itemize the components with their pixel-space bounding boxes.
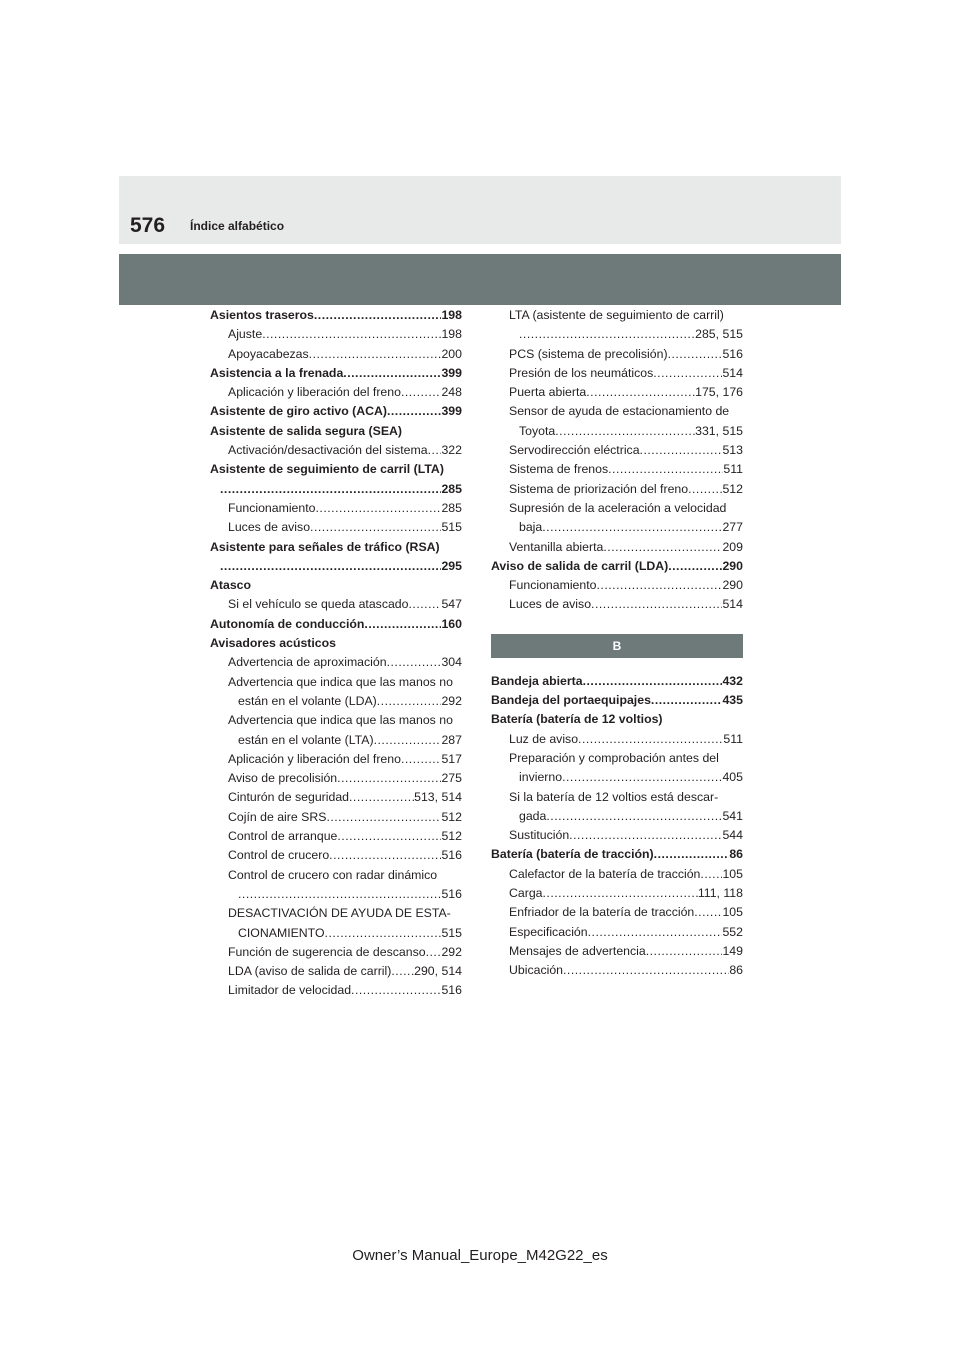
entry-label: DESACTIVACIÓN DE AYUDA DE ESTA- [228, 906, 451, 921]
dot-leader [688, 480, 722, 499]
index-entry [210, 615, 462, 634]
entry-label: Asistente de giro activo (ACA) [210, 404, 387, 419]
entry-label: Preparación y comprobación antes del [509, 750, 719, 765]
dot-leader [220, 557, 441, 576]
entry-page: 541 [722, 808, 743, 823]
index-entry [210, 364, 462, 383]
entry-page: 432 [722, 673, 743, 688]
entry-label: Si el vehículo se queda atascado [228, 597, 409, 612]
entry-page: 149 [722, 943, 743, 958]
index-entry [210, 981, 462, 1000]
entry-page: 285, 515 [695, 327, 743, 342]
entry-label: gada [519, 808, 547, 823]
entry-page: 552 [722, 924, 743, 939]
entry-label: Funcionamiento [509, 578, 597, 593]
index-entry [491, 710, 743, 729]
entry-label: Presión de los neumáticos [509, 365, 654, 380]
entry-page: 512 [441, 809, 462, 824]
index-entry [491, 383, 743, 402]
entry-label: Atasco [210, 578, 252, 593]
entry-label: Luz de aviso [509, 731, 579, 746]
dot-leader [543, 884, 698, 903]
dot-leader [343, 364, 441, 383]
index-entry [491, 672, 743, 691]
dot-leader [337, 827, 441, 846]
entry-label: Cinturón de seguridad [228, 790, 349, 805]
dot-leader [428, 441, 442, 460]
entry-label: Activación/desactivación del sistema [228, 443, 428, 458]
dot-leader [700, 865, 722, 884]
entry-page: 275 [441, 771, 462, 786]
index-entry [491, 422, 743, 441]
entry-label: Puerta abierta [509, 385, 587, 400]
index-entry [491, 923, 743, 942]
entry-page: 86 [729, 847, 743, 862]
entry-page: 513, 514 [414, 790, 462, 805]
index-entry [491, 576, 743, 595]
entry-page: 290 [722, 558, 743, 573]
entry-page: 290, 514 [414, 964, 462, 979]
index-entry [210, 827, 462, 846]
index-column-left [210, 306, 462, 1001]
entry-label: invierno [519, 770, 563, 785]
entry-label: Bandeja del portaequipajes [491, 693, 651, 708]
dot-leader [563, 961, 729, 980]
entry-label: Ventanilla abierta [509, 539, 604, 554]
index-entry [491, 345, 743, 364]
page-number: 576 [130, 214, 166, 237]
dot-leader [426, 943, 442, 962]
index-entry [491, 325, 743, 344]
entry-label: Batería (batería de tracción) [491, 847, 654, 862]
index-entry [210, 808, 462, 827]
dot-leader [377, 692, 442, 711]
index-column-right [491, 306, 743, 981]
entry-label: Asistente de seguimiento de carril (LTA) [210, 462, 444, 477]
entry-label: Carga [509, 886, 543, 901]
dot-leader [588, 923, 723, 942]
entry-label: LDA (aviso de salida de carril) [228, 964, 392, 979]
dot-leader [586, 383, 695, 402]
entry-page: 517 [441, 751, 462, 766]
entry-label: Asistente para señales de tráfico (RSA) [210, 539, 440, 554]
index-entry [210, 924, 462, 943]
entry-page: 516 [441, 983, 462, 998]
index-entry [210, 306, 462, 325]
dot-leader [337, 769, 441, 788]
entry-page: 515 [441, 925, 462, 940]
section-title: Índice alfabético [190, 219, 285, 233]
entry-label: Luces de aviso [509, 597, 592, 612]
entry-label: Enfriador de la batería de tracción [509, 905, 695, 920]
entry-page: 198 [441, 308, 462, 322]
entry-label: Mensajes de advertencia [509, 943, 646, 958]
entry-page: 514 [722, 597, 743, 612]
index-entry [210, 769, 462, 788]
entry-label: Supresión de la aceleración a velocidad [509, 500, 727, 515]
dot-leader [591, 595, 722, 614]
entry-label: Batería (batería de 12 voltios) [491, 712, 663, 727]
entry-label: Asientos traseros [210, 308, 314, 322]
index-entry [491, 807, 743, 826]
dot-leader [668, 345, 723, 364]
entry-label: CIONAMIENTO [238, 925, 325, 940]
entry-page: 285 [441, 481, 462, 496]
entry-page: 292 [441, 944, 462, 959]
entry-page: 175, 176 [695, 385, 743, 400]
entry-label: Advertencia que indica que las manos no [228, 674, 453, 689]
index-entry [491, 845, 743, 864]
entry-page: 292 [441, 693, 462, 708]
dot-leader [694, 903, 722, 922]
dot-leader [408, 595, 441, 614]
dot-leader [374, 731, 442, 750]
entry-page: 198 [441, 327, 462, 342]
entry-label: Control de arranque [228, 829, 338, 844]
entry-label: Sensor de ayuda de estacionamiento de [509, 404, 730, 419]
dot-leader [316, 499, 442, 518]
entry-label: Control de crucero [228, 848, 330, 863]
index-entry [210, 383, 462, 402]
index-entry [491, 306, 743, 325]
entry-page: 160 [441, 616, 462, 631]
index-entry [491, 903, 743, 922]
index-entry [210, 904, 462, 923]
index-entry [491, 557, 743, 576]
index-entry [210, 634, 462, 653]
index-entry [210, 750, 462, 769]
index-entry [491, 730, 743, 749]
index-entry [491, 749, 743, 768]
index-entry [210, 325, 462, 344]
entry-page: 435 [722, 693, 743, 708]
entry-label: Apoyacabezas [228, 346, 309, 361]
index-entry [491, 402, 743, 421]
index-entry [491, 865, 743, 884]
letter-heading-b: B [491, 634, 743, 658]
index-group-a [491, 306, 743, 615]
index-entry [491, 961, 743, 980]
entry-label: Asistente de salida segura (SEA) [210, 423, 403, 438]
index-entry [491, 595, 743, 614]
dot-leader [387, 653, 442, 672]
dot-leader [364, 615, 441, 634]
index-entry [210, 711, 462, 730]
dot-leader [391, 962, 414, 981]
entry-page: 516 [441, 848, 462, 863]
dot-leader [262, 325, 441, 344]
dot-leader [668, 557, 722, 576]
index-entry [210, 653, 462, 672]
entry-page: 331, 515 [695, 423, 743, 438]
index-entry [210, 422, 462, 441]
entry-page: 287 [441, 732, 462, 747]
dot-leader [603, 538, 722, 557]
index-entry [210, 885, 462, 904]
dot-leader [349, 788, 414, 807]
dot-leader [578, 730, 723, 749]
index-entry [491, 364, 743, 383]
index-entry [210, 846, 462, 865]
entry-label: Toyota [519, 423, 556, 438]
entry-page: 513 [722, 443, 743, 458]
entry-label: Cojín de aire SRS [228, 809, 327, 824]
page-footer: Owner’s Manual_Europe_M42G22_es [352, 1247, 608, 1264]
dot-leader [546, 807, 722, 826]
index-entry [491, 788, 743, 807]
entry-page: 515 [441, 520, 462, 535]
index-entry [210, 557, 462, 576]
entry-label: Ubicación [509, 963, 563, 978]
entry-page: 285 [441, 500, 462, 515]
entry-label: Aplicación y liberación del freno [228, 751, 401, 766]
entry-label: Ajuste [228, 327, 263, 342]
index-entry [491, 826, 743, 845]
entry-label: Sustitución [509, 828, 570, 843]
index-entry [491, 538, 743, 557]
index-entry [210, 480, 462, 499]
dot-leader [569, 826, 722, 845]
index-entry [210, 345, 462, 364]
index-entry [491, 518, 743, 537]
dot-leader [325, 924, 442, 943]
entry-label: Bandeja abierta [491, 673, 583, 688]
index-entry [491, 499, 743, 518]
entry-label: Control de crucero con radar dinámico [228, 867, 438, 882]
entry-page: 511 [723, 731, 743, 746]
entry-label: Si la batería de 12 voltios está descar- [509, 789, 719, 804]
dot-leader [640, 441, 723, 460]
dot-leader [555, 422, 695, 441]
index-entry [491, 768, 743, 787]
entry-label: Limitador de velocidad [228, 983, 352, 998]
entry-page: 547 [441, 597, 462, 612]
dot-leader [597, 576, 723, 595]
index-entry [491, 942, 743, 961]
entry-label: están en el volante (LDA) [238, 693, 377, 708]
index-entry [210, 576, 462, 595]
entry-label: Avisadores acústicos [210, 636, 336, 651]
dot-leader [401, 750, 442, 769]
entry-label: Funcionamiento [228, 500, 316, 515]
entry-label: están en el volante (LTA) [238, 732, 374, 747]
entry-label: PCS (sistema de precolisión) [509, 346, 668, 361]
entry-label: Servodirección eléctrica [509, 443, 640, 458]
entry-page: 405 [722, 770, 743, 785]
entry-label: Sistema de frenos [509, 462, 609, 477]
dot-leader [519, 325, 695, 344]
entry-page: 322 [441, 443, 462, 458]
decorative-bar [119, 254, 841, 305]
index-entry [210, 595, 462, 614]
dot-leader [542, 518, 722, 537]
entry-label: Autonomía de conducción [210, 616, 365, 631]
entry-page: 277 [722, 520, 743, 535]
entry-label: Advertencia que indica que las manos no [228, 713, 453, 728]
entry-page: 399 [441, 404, 462, 419]
dot-leader [387, 402, 442, 421]
dot-leader [401, 383, 442, 402]
index-entry [210, 518, 462, 537]
entry-page: 544 [722, 828, 743, 843]
dot-leader [583, 672, 723, 691]
entry-label: Sistema de priorización del freno [509, 481, 689, 496]
index-entry [491, 460, 743, 479]
entry-page: 105 [722, 866, 743, 881]
entry-page: 209 [722, 539, 743, 554]
entry-page: 512 [441, 829, 462, 844]
index-entry [491, 480, 743, 499]
entry-label: baja [519, 520, 543, 535]
entry-label: Luces de aviso [228, 520, 311, 535]
index-entry [210, 673, 462, 692]
entry-label: Calefactor de la batería de tracción [509, 866, 701, 881]
entry-page: 200 [441, 346, 462, 361]
dot-leader [654, 845, 730, 864]
index-entry [210, 460, 462, 479]
dot-leader [646, 942, 723, 961]
index-group-b [491, 672, 743, 981]
dot-leader [309, 345, 442, 364]
dot-leader [653, 364, 722, 383]
index-entry [491, 441, 743, 460]
entry-label: Aplicación y liberación del freno [228, 385, 401, 400]
index-entry [210, 692, 462, 711]
index-entry [210, 943, 462, 962]
index-entry [210, 538, 462, 557]
dot-leader [310, 518, 441, 537]
dot-leader [220, 480, 441, 499]
index-entry [210, 962, 462, 981]
entry-page: 105 [722, 905, 743, 920]
dot-leader [238, 885, 441, 904]
entry-page: 512 [722, 481, 743, 496]
entry-label: Aviso de salida de carril (LDA) [491, 558, 669, 573]
entry-label: Función de sugerencia de descanso [228, 944, 426, 959]
entry-label: Aviso de precolisión [228, 771, 338, 786]
index-entry [210, 402, 462, 421]
entry-page: 516 [441, 886, 462, 901]
entry-page: 111, 118 [697, 886, 743, 901]
index-entry [210, 788, 462, 807]
entry-page: 514 [722, 365, 743, 380]
entry-page: 248 [441, 385, 462, 400]
dot-leader [608, 460, 723, 479]
entry-page: 86 [729, 963, 743, 978]
dot-leader [326, 808, 441, 827]
dot-leader [314, 306, 442, 325]
dot-leader [351, 981, 441, 1000]
entry-label: Especificación [509, 924, 588, 939]
index-entry [210, 866, 462, 885]
entry-page: 304 [441, 655, 462, 670]
entry-label: Asistencia a la frenada [210, 365, 344, 380]
index-entry [210, 499, 462, 518]
index-entry [210, 441, 462, 460]
index-entry [210, 731, 462, 750]
entry-page: 516 [722, 346, 743, 361]
entry-page: 295 [441, 558, 462, 573]
entry-label: LTA (asistente de seguimiento de carril) [509, 308, 724, 322]
dot-leader [651, 691, 723, 710]
index-entry [491, 691, 743, 710]
dot-leader [329, 846, 441, 865]
entry-page: 290 [722, 578, 743, 593]
entry-page: 399 [441, 365, 462, 380]
entry-page: 511 [723, 462, 743, 477]
dot-leader [562, 768, 722, 787]
entry-label: Advertencia de aproximación [228, 655, 387, 670]
index-entry [491, 884, 743, 903]
